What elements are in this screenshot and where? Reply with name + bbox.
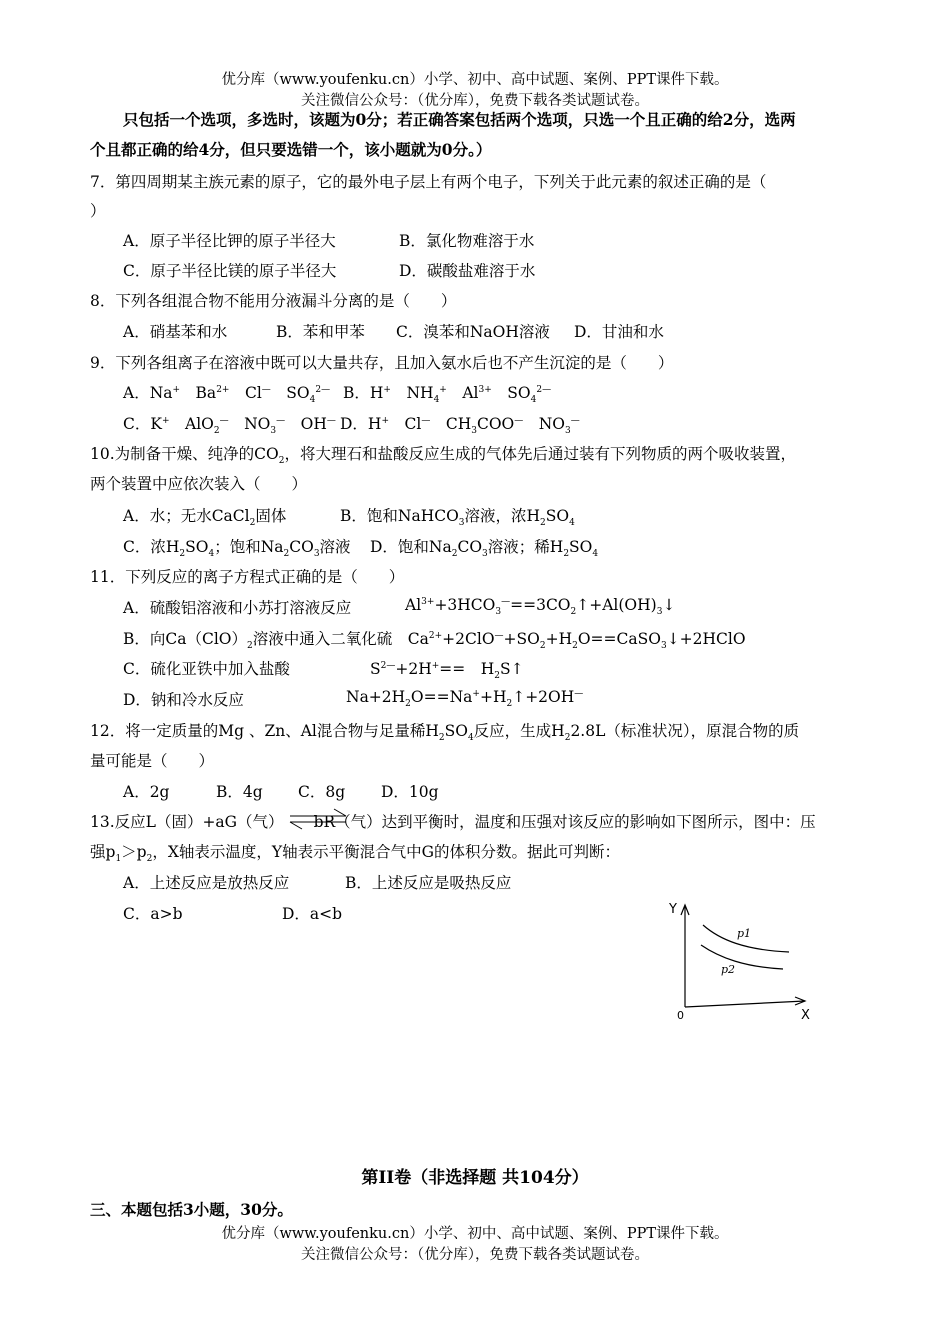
q13-graph [665, 895, 825, 1030]
q11-option-d: D．钠和冷水反应 [123, 691, 244, 709]
q7-stem-end: ） [90, 202, 106, 220]
part-3-heading: 三、本题包括3小题，30分。 [90, 1200, 293, 1219]
q11-option-d-equation: $Na+2H_2O==Na^++H_2↑+2OH^—$ [346, 688, 584, 710]
header-line-2: 关注微信公众号：（优分库），免费下载各类试题试卷。 [301, 93, 649, 109]
q7-option-b: B．氯化物难溶于水 [399, 232, 535, 250]
q13-stem: 13.反应L（固）+aG（气） bR（气）达到平衡时，温度和压强对该反应的影响如下图所示，图中：压 [90, 813, 816, 831]
q8-option-b: B．苯和甲苯 [276, 323, 365, 341]
q10-option-d: D．饱和$Na_2CO_3$溶液；稀$H_2SO_4$ [370, 538, 599, 560]
q10-option-c: C．浓$H_2SO_4$；饱和$Na_2CO_3$溶液 [123, 538, 351, 560]
q10-option-a: A．水；无水CaCl$_2$固体 [123, 507, 287, 529]
q11-option-b: B．向$Ca(ClO)_2$溶液中通入二氧化硫 $Ca^{2+}+2ClO^—+SO_2+H_2O==CaSO_3↓+2HClO$ [123, 630, 746, 652]
q7-stem: 7．第四周期某主族元素的原子，它的最外电子层上有两个电子，下列关于此元素的叙述正确的是（ [90, 173, 767, 191]
q11-option-c: C．硫化亚铁中加入盐酸 [123, 660, 290, 678]
q11-option-a: A．硫酸铝溶液和小苏打溶液反应 [123, 599, 352, 617]
q7-option-d: D．碳酸盐难溶于水 [399, 262, 536, 280]
curve-p2 [701, 945, 783, 969]
q9-stem: 9．下列各组离子在溶液中既可以大量共存，且加入氨水后也不产生沉淀的是（ ） [90, 354, 674, 372]
q13-option-a: A．上述反应是放热反应 [123, 874, 290, 892]
q12-option-d: D．10g [381, 783, 439, 801]
curve-p2-label: p2 [721, 963, 736, 976]
q8-option-c: C．溴苯和NaOH溶液 [396, 323, 550, 341]
q9-option-b: B．H+ $NH_4^+$ $Al^{3+}$ $SO_4^{2—}$ [343, 384, 552, 406]
q9-option-d: D．H+ Cl— $CH_3COO^—$ $NO_3^—$ [340, 415, 580, 437]
instructions-line-2: 个且都正确的给4分，但只要选错一个，该小题就为0分。） [90, 140, 492, 159]
header-line-1: 优分库（www.youfenku.cn）小学、初中、高中试题、案例、PPT课件下载。 [221, 72, 729, 88]
q13-stem-line2: 强$p_1>p_2$，X轴表示温度，Y轴表示平衡混合气中G的体积分数。据此可判断： [90, 843, 620, 865]
q12-stem-line2: 量可能是（ ） [90, 752, 215, 770]
q13-option-d: D．a<b [282, 905, 343, 923]
q10-stem-line2: 两个装置中应依次装入（ ） [90, 475, 308, 493]
footer-line-1: 优分库（www.youfenku.cn）小学、初中、高中试题、案例、PPT课件下载。 [221, 1226, 729, 1242]
origin-label: 0 [677, 1009, 684, 1022]
x-axis [685, 1001, 805, 1007]
q10-stem: 10.为制备干燥、纯净的$CO_2$，将大理石和盐酸反应生成的气体先后通过装有下列物质的两个吸收装置， [90, 445, 796, 467]
q12-option-b: B．4g [216, 783, 263, 801]
q11-stem: 11．下列反应的离子方程式正确的是（ ） [90, 568, 405, 586]
q12-stem: 12．将一定质量的Mg 、Zn、Al混合物与足量稀$H_2SO_4$反应，生成$H_22.8L$（标准状况），原混合物的质 [90, 722, 800, 744]
q12-option-c: C．8g [298, 783, 346, 801]
q13-option-b: B．上述反应是吸热反应 [345, 874, 512, 892]
q11-option-c-equation: $S^{2—}+2H^+==$ $H_2S↑$ [370, 660, 524, 682]
q7-option-a: A．原子半径比钾的原子半径大 [123, 232, 336, 250]
q10-option-b: B．饱和NaHCO$_3$溶液，浓$H_2SO_4$ [340, 507, 575, 529]
q8-option-a: A．硝基苯和水 [123, 323, 228, 341]
q8-option-d: D．甘油和水 [574, 323, 664, 341]
x-axis-label: X [801, 1008, 810, 1023]
q7-option-c: C．原子半径比镁的原子半径大 [123, 262, 337, 280]
q13-option-c: C．a>b [123, 905, 183, 923]
instructions-line-1: 只包括一个选项，多选时，该题为0分；若正确答案包括两个选项，只选一个且正确的给2分，选两 [123, 110, 796, 129]
q9-option-c: C．K+ AlO$_2$— $NO_3^—$ OH— [123, 415, 336, 437]
q9-option-a: A．Na+ $Ba^{2+}$ Cl— $SO_4^{2—}$ [123, 384, 331, 406]
equilibrium-arrow-icon [288, 806, 350, 832]
q8-stem: 8．下列各组混合物不能用分液漏斗分离的是（ ） [90, 292, 457, 310]
y-axis-label: Y [669, 902, 677, 917]
q12-option-a: A．2g [123, 783, 170, 801]
section-2-title: 第II卷（非选择题 共104分） [361, 1168, 589, 1188]
footer-line-2: 关注微信公众号：（优分库），免费下载各类试题试卷。 [301, 1247, 649, 1263]
q11-option-a-equation: $Al^{3+}+3HCO_3^—==3CO_2↑+Al(OH)_3↓$ [405, 596, 676, 618]
curve-p1-label: p1 [737, 927, 752, 940]
